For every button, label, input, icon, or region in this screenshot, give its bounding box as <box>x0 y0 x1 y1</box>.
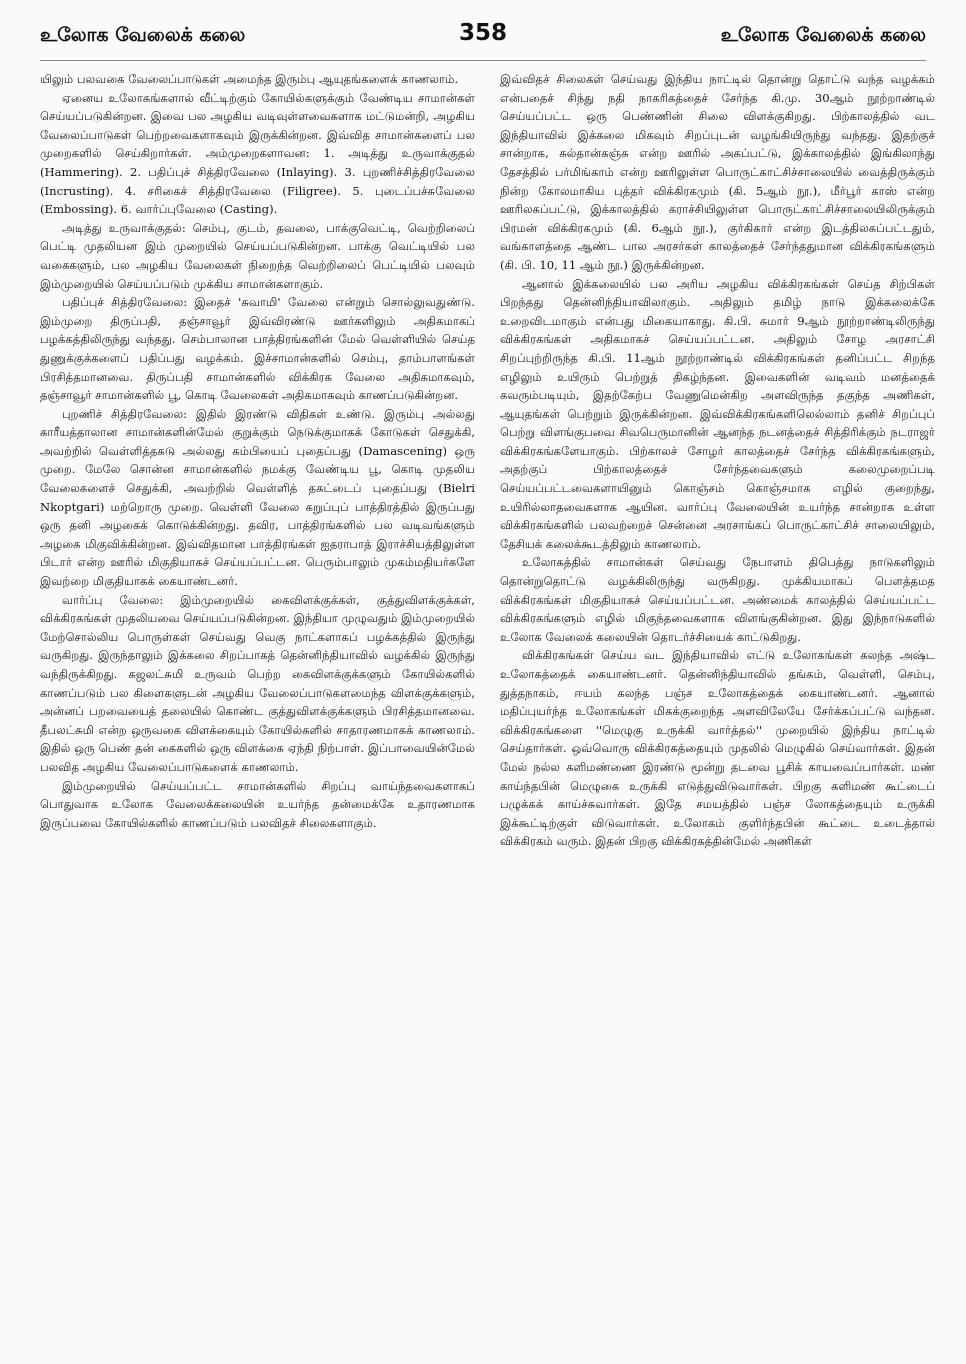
paragraph: வார்ப்பு வேலை: இம்முறையில் கைவிளக்குக்கள், குத்துவிளக்குக்கள், விக்கிரகங்கள் முதலியவை செய்யப்படுகின்றன. இந்தியா முழுவதும் இம்முறையில் மேற்சொல்லிய பொருள்கள் செய்வது வெகு நாட்களாகப் பழக்கத்தில் இருந்து வருகிறது. இருந்தாலும் இக்கலை சிறப்பாகத் தென்னிந்தியாவில் வழக்கில் இருந்து வந்திருக்கிறது. கஜலட்சுமி உருவம் பெற்ற கைவிளக்குக்களும் கோயில்களில் காணப்படும் பல கிளைகளுடன் அழகிய வேலைப்பாடுகளமைந்த விளக்குக்களும், அன்னப் பறவையைத் தலையில் கொண்ட குத்துவிளக்குக்களும் பிரசித்தமானவை. தீபலட்சுமி என்ற ஒருவகை விளக்கையும் கோயில்களில் சாதாரணமாகக் காணலாம். இதில் ஒரு பெண் தன் கைகளில் ஒரு விளக்கை ஏந்தி நிற்பாள். இப்பாவையின்மேல் பலவித அழகிய வேலைப்பாடுகளைக் காணலாம். <box>40 592 475 774</box>
paragraph: உலோகத்தில் சாமான்கள் செய்வது நேபாளம் திபெத்து நாடுகளிலும் தொன்றுதொட்டு வழக்கிலிருந்து வருகிறது. முக்கியமாகப் பௌத்தமத விக்கிரகங்கள் மிகுதியாகச் செய்யப்பட்டன. அண்மைக் காலத்தில் செய்யப்பட்ட விக்கிரகங்களும் எழில் மிகுந்தவைகளாக விளங்குகின்றன. இது இந்நாடுகளில் உலோக வேலைக் கலையின் தொடர்ச்சியைக் காட்டுகிறது. <box>500 555 935 644</box>
page-header <box>40 20 926 61</box>
paragraph: ஏனைய உலோகங்களால் வீட்டிற்கும் கோயில்களுக்கும் வேண்டிய சாமான்கள் செய்யப்படுகின்றன. இவை பல அழகிய வடிவுள்ளவைகளாக மட்டுமன்றி, அழகிய வேலைப்பாடுகள் பெற்றவைகளாகவும் இருக்கின்றன. இவ்வித சாமான்களைப் பல முறைகளில் செய்கிறார்கள். அம்முறைகளாவன: 1. அடித்து உருவாக்குதல் (Hammering). 2. பதிப்புச் சித்திரவேலை (Inlaying). 3. புறணிச்சித்திரவேலை (Incrusting). 4. சரிகைச் சித்திரவேலை (Filigree). 5. புடைப்பச்சுவேலை (Embossing). 6. வார்ப்புவேலை (Casting). <box>40 90 475 217</box>
running-title-left: உலோக வேலைக் கலை <box>40 24 246 46</box>
right-column <box>500 70 935 1350</box>
paragraph: ஆனால் இக்கலையில் பல அரிய அழகிய விக்கிரகங்கள் செய்த சிற்பிகள் பிறந்தது தென்னிந்தியாவிலாகும். அதிலும் தமிழ் நாடு இக்கலைக்கே உறைவிடமாகும் என்பது மிகையாகாது. கி.பி. சுமார் 9ஆம் நூற்றாண்டிலிருந்து விக்கிரகங்கள் அதிகமாகச் செய்யப்பட்டன. அதிலும் சோழ அரசாட்சி சிறப்புற்றிருந்த கி.பி. 11ஆம் நூற்றாண்டில் விக்கிரகங்கள் தனிப்பட்ட சிறந்த எழிலும் உயிரும் பெற்றுத் திகழ்ந்தன. இவைகளின் வடிவம் மனத்தைக் கவரும்படியும், இதற்கேற்ப வேணுமென்கிற அளவிருந்த தகுந்த அணிகள், ஆயுதங்கள் பெற்றும் இருக்கின்றன. இவ்விக்கிரகங்களிலெல்லாம் தனிச் சிறப்புப் பெற்று விளங்குபவை சிவபெருமானின் ஆனந்த நடனத்தைச் சித்திரிக்கும் நடராஜர் விக்கிரகங்களேயாகும். பிற்காலச் சோழர் காலத்தைச் சேர்ந்த விக்கிரகங்களும், அதற்குப் பிற்காலத்தைச் சேர்ந்தவைகளும் கலைமுறைப்படி செய்யப்பட்டவைகளாயினும் கொஞ்சம் கொஞ்சமாக எழில் குறைந்து, உயிரில்லாதவைகளாக ஆயின. வார்ப்பு வேலையின் உயர்ந்த சான்றாக உள்ள விக்கிரகங்களில் பலவற்றைச் சென்னை அரசாங்கப் பொருட்காட்சிச் சாலையிலும், தேசியக் கலைக்கூடத்திலும் காணலாம். <box>500 276 935 551</box>
paragraph: பதிப்புச் சித்திரவேலை: இதைச் 'சுவாமி' வேலை என்றும் சொல்லுவதுண்டு. இம்முறை திருப்பதி, தஞ்சாவூர் இவ்விரண்டு ஊர்களிலும் அதிகமாகப் பழக்கத்திலிருந்து வந்தது. செம்பாலான பாத்திரங்களின் மேல் வெள்ளியில் செய்த துணுக்குக்களைப் பதிப்பது வழக்கம். இச்சாமான்களில் செம்பு, தாம்பாளங்கள் பிரசித்தமானவை. திருப்பதி சாமான்களில் விக்கிரக வேலை அதிகமாகவும், தஞ்சாவூர் சாமான்களில் பூ, கொடி வேலைகள் அதிகமாகவும் காணப்படுகின்றன. <box>40 295 475 403</box>
paragraph: இவ்விதச் சிலைகள் செய்வது இந்திய நாட்டில் தொன்று தொட்டு வந்த வழக்கம் என்பதைச் சிந்து நதி நாகரிகத்தைச் சேர்ந்த கி.மு. 30ஆம் நூற்றாண்டில் செய்யப்பட்ட ஒரு பெண்ணின் சிலை விளக்குகிறது. பிற்காலத்தில் வட இந்தியாவில் இக்கலை மிகவும் சிறப்புடன் வழங்கியிருந்து வந்தது. இதற்குச் சான்றாக, சுல்தான்கஞ்சு என்ற ஊரில் அகப்பட்டு, இக்காலத்தில் இங்கிலாந்து தேசத்தில் பர்மிங்காம் என்ற ஊரிலுள்ள பொருட்காட்சிச்சாலையில் வைத்திருக்கும் நின்ற கோலமாகிய புத்தர் விக்கிரகமும் (கி. 5ஆம் நூ.), மீர்பூர் காஸ் என்ற ஊரிலகப்பட்டு, இக்காலத்தில் கராச்சியிலுள்ள பொருட்காட்சிச்சாலையிலிருக்கும் பிரமன் விக்கிரகமும் (கி. 6ஆம் நூ.), குர்கிகார் என்ற இடத்திலகப்பட்டதும், வங்காளத்தை ஆண்ட பால அரசர்கள் காலத்தைச் சேர்ந்ததுமான விக்கிரகங்களும் (கி. பி. 10, 11 ஆம் நூ.) இருக்கின்றன. <box>500 72 935 272</box>
page-number: 358 <box>458 20 507 46</box>
left-column <box>40 70 475 1350</box>
paragraph: விக்கிரகங்கள் செய்ய வட இந்தியாவில் எட்டு உலோகங்கள் கலந்த அஷ்ட உலோகத்தைக் கையாண்டனர். தென்னிந்தியாவில் தங்கம், வெள்ளி, செம்பு, துத்தநாகம், ஈயம் கலந்த பஞ்ச உலோகத்தைக் கையாண்டனர். ஆனால் மதிப்புயர்ந்த உலோகங்கள் மிகக்குறைந்த அளவிலேயே சேர்க்கப்பட்டு வந்தன. விக்கிரகங்களை ''மெழுகு உருக்கி வார்த்தல்'' முறையில் இந்திய நாட்டில் செய்தார்கள். ஒவ்வொரு விக்கிரகத்தையும் முதலில் மெழுகில் செய்வார்கள். இதன் மேல் நல்ல களிமண்ணை இரண்டு மூன்று தடவை பூசிக் காயவைப்பார்கள். மண் காய்ந்தபின் மெழுகை உருக்கி எடுத்துவிடுவார்கள். பிறகு களிமண் கூட்டைப் பழுக்கக் காய்ச்சுவார்கள். இதே சமயத்தில் பஞ்ச லோகத்தையும் உருக்கி இக்கூட்டிற்குள் விடுவார்கள். உலோகம் குளிர்ந்தபின் கூட்டை உடைத்தால் விக்கிரகம் வரும். இதன் பிறகு விக்கிரகத்தின்மேல் அணிகள் <box>500 648 935 849</box>
running-title-right: உலோக வேலைக் கலை <box>720 24 926 46</box>
paragraph: புறணிச் சித்திரவேலை: இதில் இரண்டு விதிகள் உண்டு. இரும்பு அல்லது காரீயத்தாலான சாமான்களின்மேல் குறுக்கும் நெடுக்குமாகக் கோடுகள் செதுக்கி, அவற்றில் வெள்ளித்தகடு அல்லது கம்பியைப் புதைப்பது (Damascening) ஒரு முறை. மேலே சொன்ன சாமான்களில் நமக்கு வேண்டிய பூ, கொடி முதலிய வேலைகளைச் செதுக்கி, அவற்றில் வெள்ளித் தகட்டைப் புதைப்பது (Bielri Nkoptgari) மற்றொரு முறை. வெள்ளி வேலை கறுப்புப் பாத்திரத்தில் இருப்பது ஒரு தனி அழகைக் கொடுக்கின்றது. தவிர, பாத்திரங்களில் பல வடிவங்களும் அழகை மிகுவிக்கின்றன. இவ்விதமான பாத்திரங்கள் ஐதராபாத் இராச்சியத்திலுள்ள பிடார் என்ற ஊரில் மிகுதியாகச் செய்யப்பட்டன. பெரும்பாலும் முகம்மதியர்களே இவற்றை மிகுதியாகக் கையாண்டனர். <box>40 406 475 589</box>
paragraph: யிலும் பலவகை வேலைப்பாடுகள் அமைந்த இரும்பு ஆயுதங்களைக் காணலாம். <box>40 72 459 86</box>
paragraph: இம்முறையில் செய்யப்பட்ட சாமான்களில் சிறப்பு வாய்ந்தவைகளாகப் பொதுவாக உலோக வேலைக்கலையின் உயர்ந்த தன்மைக்கே உதாரணமாக இருப்பவை கோயில்களில் காணப்படும் பலவிதச் சிலைகளாகும். <box>40 778 475 830</box>
paragraph: அடித்து உருவாக்குதல்: செம்பு, குடம், தவலை, பாக்குவெட்டி, வெற்றிலைப் பெட்டி முதலியன இம் முறையில் செய்யப்படுகின்றன. பாக்கு வெட்டியில் பல வகைகளும், பல அழகிய வேலைகள் நிறைந்த வெற்றிலைப் பெட்டியில் பலவும் இம்முறையில் செய்யப்படும் முக்கிய சாமான்களாகும். <box>40 220 475 291</box>
